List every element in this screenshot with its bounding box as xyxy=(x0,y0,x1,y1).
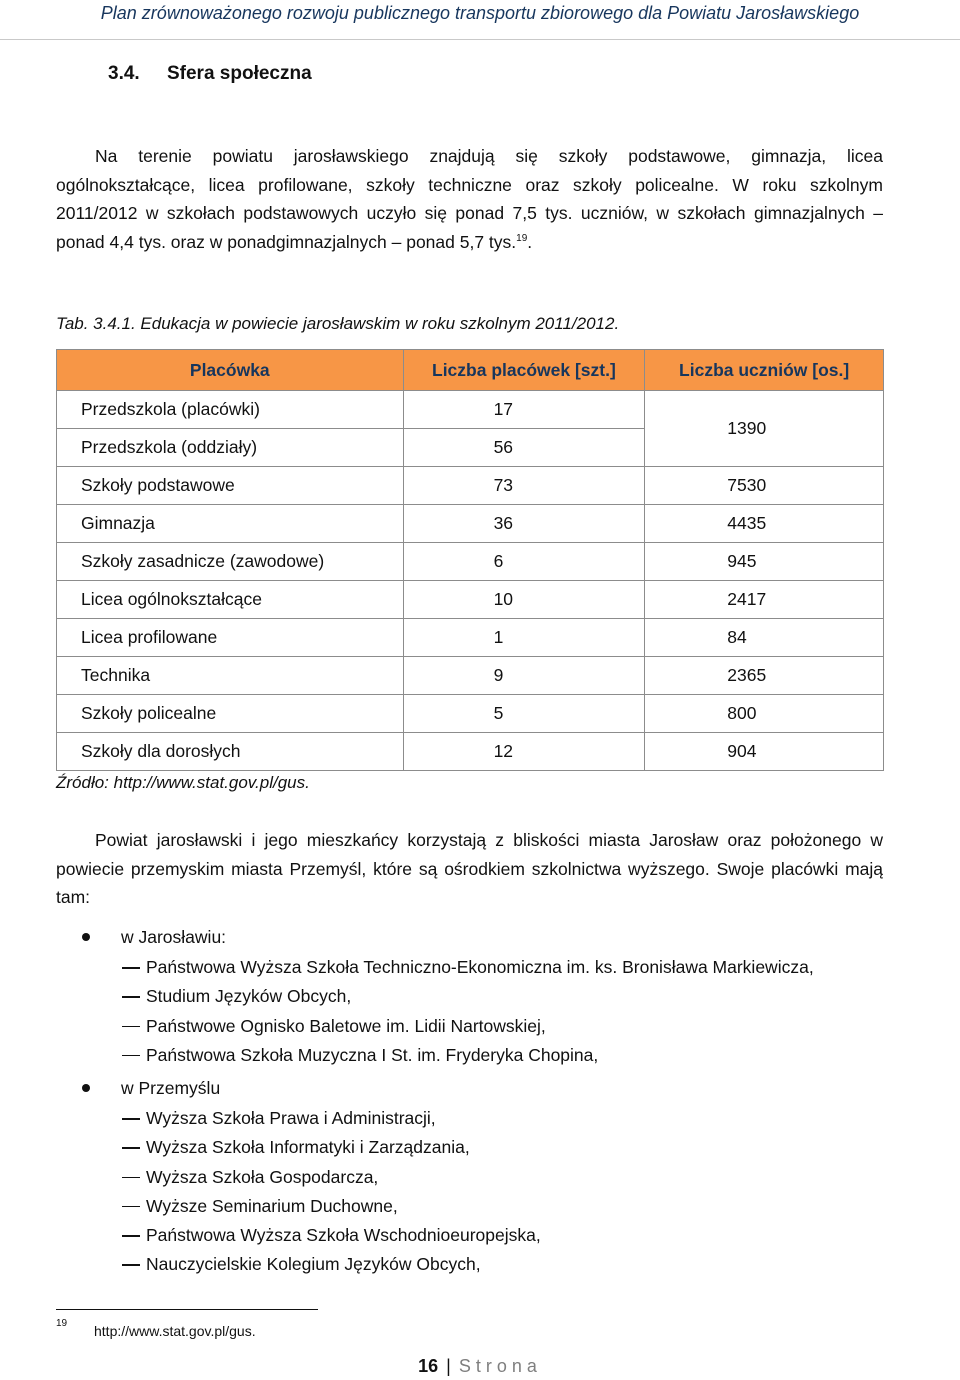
page-header xyxy=(0,0,960,40)
list-item-label: Studium Języków Obcych, xyxy=(146,986,352,1007)
universities-paragraph xyxy=(56,826,883,912)
list-item xyxy=(56,1251,896,1280)
cell-facility: Przedszkola (oddziały) xyxy=(57,429,404,467)
list-item-label: Wyższa Szkoła Gospodarcza, xyxy=(146,1166,379,1187)
paragraph-line: 2011/2012 w szkołach podstawowych uczyło się ponad 7,5 tys. uczniów, w szkołach gimnazjalnych – xyxy=(56,203,883,223)
cell-students: 4435 xyxy=(645,505,884,543)
dash-icon xyxy=(122,1147,140,1149)
paragraph-line: Powiat jarosławski i jego mieszkańcy korzystają z bliskości miasta Jarosław oraz położonego xyxy=(95,830,862,850)
cell-students: 2417 xyxy=(645,581,884,619)
cell-students: 2365 xyxy=(645,657,884,695)
cell-facility: Szkoły policealne xyxy=(57,695,404,733)
cell-count: 12 xyxy=(403,733,645,771)
cell-facility: Szkoły zasadnicze (zawodowe) xyxy=(57,543,404,581)
table-row xyxy=(57,695,884,733)
section-heading xyxy=(108,63,312,85)
list-item xyxy=(56,1105,896,1134)
header-title: Plan zrównoważonego rozwoju publicznego transportu zbiorowego dla Powiatu Jarosławskiego xyxy=(100,3,860,23)
cell-count: 36 xyxy=(403,505,645,543)
dash-icon xyxy=(122,1177,140,1179)
list-item xyxy=(56,983,896,1012)
list-item-label: Państwowa Szkoła Muzyczna I St. im. Fryderyka Chopina, xyxy=(146,1044,599,1065)
list-item xyxy=(56,1075,896,1105)
dash-icon xyxy=(122,1206,140,1208)
bullet-icon xyxy=(82,933,90,941)
list-item-label: Nauczycielskie Kolegium Języków Obcych, xyxy=(146,1254,481,1275)
list-item-label: Państwowa Wyższa Szkoła Wschodnioeuropejska, xyxy=(146,1225,541,1246)
paragraph-line: Na terenie powiatu jarosławskiego znajdują się szkoły podstawowe, gimnazja, licea xyxy=(95,146,883,166)
list-group-jaroslaw xyxy=(56,924,896,1071)
cell-count: 10 xyxy=(403,581,645,619)
cell-count: 6 xyxy=(403,543,645,581)
header-count: Liczba placówek [szt.] xyxy=(403,350,645,391)
cell-facility: Licea ogólnokształcące xyxy=(57,581,404,619)
cell-students: 904 xyxy=(645,733,884,771)
page-footer xyxy=(0,1356,960,1377)
footnote xyxy=(56,1318,456,1342)
dash-icon xyxy=(122,1055,140,1057)
cell-students: 945 xyxy=(645,543,884,581)
list-item-label: Wyższe Seminarium Duchowne, xyxy=(146,1195,398,1216)
dash-icon xyxy=(122,967,140,969)
cell-facility: Licea profilowane xyxy=(57,619,404,657)
dash-icon xyxy=(122,996,140,998)
list-item xyxy=(56,1042,896,1071)
paragraph-line: w powiecie przemyskim miasta Przemyśl, które są ośrodkiem szkolnictwa wyższego. Swoje placówki xyxy=(56,830,884,879)
cell-count: 9 xyxy=(403,657,645,695)
cell-count: 5 xyxy=(403,695,645,733)
dash-icon xyxy=(122,1118,140,1120)
footnote-number: 19 xyxy=(56,1318,68,1329)
list-item xyxy=(56,954,896,983)
section-number: 3.4. xyxy=(108,63,140,84)
cell-count: 56 xyxy=(403,429,645,467)
cell-facility: Technika xyxy=(57,657,404,695)
page-number: 16 xyxy=(418,1356,439,1376)
cell-count: 73 xyxy=(403,467,645,505)
table-row xyxy=(57,543,884,581)
paragraph-line-last xyxy=(56,228,883,257)
cell-students: 84 xyxy=(645,619,884,657)
list-item xyxy=(56,1193,896,1222)
table-row xyxy=(57,581,884,619)
list-item-label: Państwowa Wyższa Szkoła Techniczno-Ekonomiczna im. ks. Bronisława Markiewicza, xyxy=(146,957,814,977)
footnote-separator xyxy=(56,1309,318,1310)
table-row xyxy=(57,733,884,771)
list-group-label: w Przemyślu xyxy=(121,1078,221,1098)
table-row xyxy=(57,505,884,543)
paragraph-line: mają tam: xyxy=(56,858,883,907)
paragraph-end: . xyxy=(527,231,533,252)
list-item xyxy=(56,1164,896,1193)
list-item xyxy=(56,924,896,954)
page-separator: | xyxy=(446,1356,451,1376)
table-row xyxy=(57,657,884,695)
cell-count: 1 xyxy=(403,619,645,657)
cell-students: 800 xyxy=(645,695,884,733)
dash-icon xyxy=(122,1264,140,1266)
intro-paragraph xyxy=(56,142,883,256)
footnote-ref[interactable]: 19 xyxy=(516,232,528,244)
list-item-label: Wyższa Szkoła Prawa i Administracji, xyxy=(146,1108,436,1128)
table-caption: Tab. 3.4.1. Edukacja w powiecie jarosławskim w roku szkolnym 2011/2012. xyxy=(56,314,620,333)
table-row xyxy=(57,467,884,505)
table-row xyxy=(57,619,884,657)
cell-facility: Szkoły dla dorosłych xyxy=(57,733,404,771)
bullet-icon xyxy=(82,1084,90,1092)
cell-facility: Szkoły podstawowe xyxy=(57,467,404,505)
dash-icon xyxy=(122,1026,140,1028)
table-source: Źródło: http://www.stat.gov.pl/gus. xyxy=(56,773,310,792)
list-item xyxy=(56,1222,896,1251)
list-group-label: w Jarosławiu: xyxy=(121,927,227,947)
cell-students: 1390 xyxy=(645,391,884,467)
education-table xyxy=(56,349,884,771)
section-title: Sfera społeczna xyxy=(166,63,312,84)
cell-students: 7530 xyxy=(645,467,884,505)
cell-count: 17 xyxy=(403,391,645,429)
table-header-row xyxy=(57,350,884,391)
list-item-label: Wyższa Szkoła Informatyki i Zarządzania, xyxy=(146,1137,470,1158)
list-group-przemysl xyxy=(56,1075,896,1281)
header-facility: Placówka xyxy=(57,350,404,391)
dash-icon xyxy=(122,1235,140,1237)
table-row xyxy=(57,391,884,429)
footnote-text: http://www.stat.gov.pl/gus. xyxy=(94,1323,256,1339)
paragraph-line: ogólnokształcące, licea profilowane, szkoły techniczne oraz szkoły policealne. W roku szkolnym xyxy=(56,174,883,195)
paragraph-line-text: ponad 4,4 tys. oraz w ponadgimnazjalnych – ponad 5,7 tys. xyxy=(56,231,517,252)
page-word: Strona xyxy=(458,1356,542,1376)
list-item xyxy=(56,1134,896,1163)
list-item xyxy=(56,1013,896,1042)
list-item-label: Państwowe Ognisko Baletowe im. Lidii Nartowskiej, xyxy=(146,1015,546,1036)
cell-facility: Gimnazja xyxy=(57,505,404,543)
cell-facility: Przedszkola (placówki) xyxy=(57,391,404,429)
header-students: Liczba uczniów [os.] xyxy=(645,350,884,391)
